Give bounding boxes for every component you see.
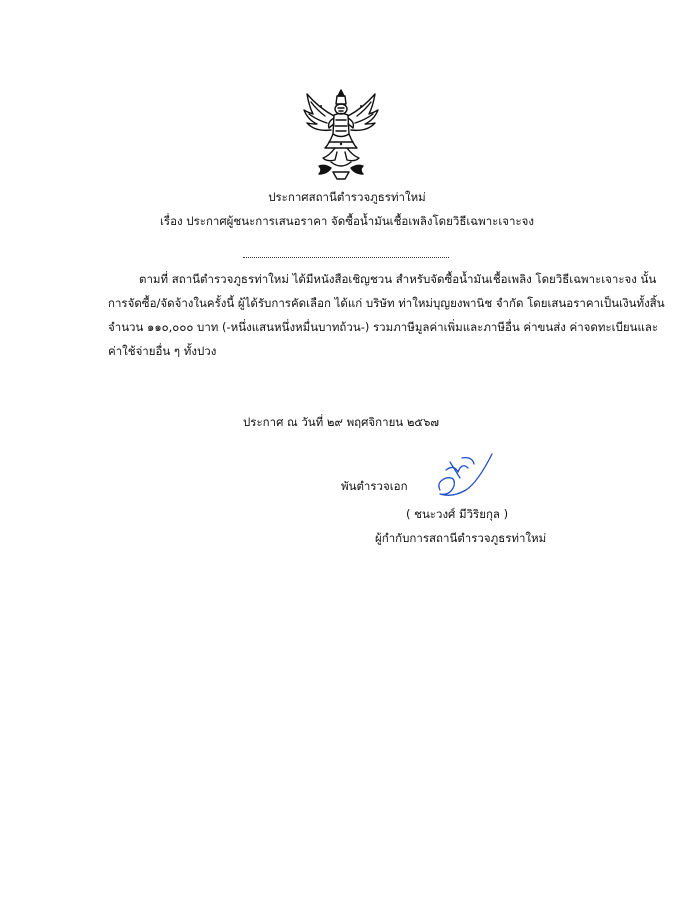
separator-line <box>243 257 449 258</box>
body-line-4: ค่าใช้จ่ายอื่น ๆ ทั้งปวง <box>108 344 217 358</box>
announce-date: ประกาศ ณ วันที่ ๒๙ พฤศจิกายน ๒๕๖๗ <box>243 415 440 429</box>
office-title: ประกาศสถานีตำรวจภูธรท่าใหม่ <box>268 190 426 204</box>
garuda-emblem-icon <box>301 86 381 182</box>
signer-rank: พันตำรวจเอก <box>341 479 408 493</box>
signer-name: ( ชนะวงศ์ มีวิริยกุล ) <box>406 507 509 521</box>
body-line-2: การจัดซื้อ/จัดจ้างในครั้งนี้ ผู้ได้รับการคัดเลือก ได้แก่ บริษัท ท่าใหม่บุญยงพานิช จำกัด โดยเสนอราคาเป็นเงินทั้งสิ้น <box>108 296 665 310</box>
body-line-1: ตามที่ สถานีตำรวจภูธรท่าใหม่ ได้มีหนังสือเชิญชวน สำหรับจัดซื้อน้ำมันเชื้อเพลิง โดยวิธีเฉพาะเจาะจง นั้น <box>139 272 657 286</box>
body-line-3: จำนวน ๑๑๐,๐๐๐ บาท (-หนึ่งแสนหนึ่งหมื่นบาทถ้วน-) รวมภาษีมูลค่าเพิ่มและภาษีอื่น ค่าขนส่ง ค่าจดทะเบียนและ <box>108 320 659 334</box>
signer-position: ผู้กำกับการสถานีตำรวจภูธรท่าใหม่ <box>375 531 547 545</box>
subject-line: เรื่อง ประกาศผู้ชนะการเสนอราคา จัดซื้อน้ำมันเชื้อเพลิงโดยวิธีเฉพาะเจาะจง <box>160 214 534 228</box>
handwritten-signature <box>432 450 496 500</box>
